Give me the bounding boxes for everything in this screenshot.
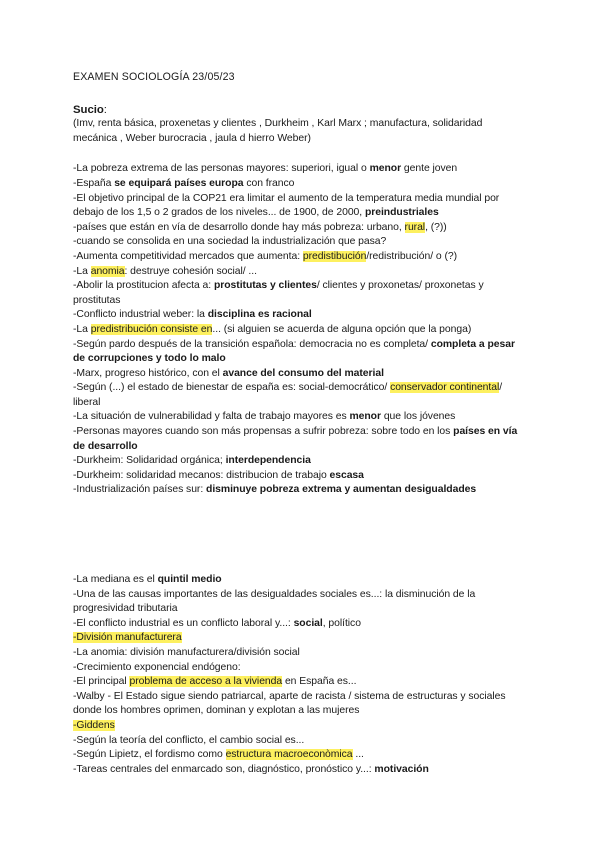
document-title: EXAMEN SOCIOLOGÍA 23/05/23: [73, 71, 235, 83]
bold-answer: completa a pesar de corrupciones y todo lo malo: [73, 338, 515, 365]
highlighted-text: estructura macroeconòmica: [225, 749, 353, 761]
document-body: [73, 70, 528, 777]
question-line: [73, 483, 528, 498]
question-line: [73, 675, 528, 690]
line-text: -El objetivo principal de la COP21 era limitar el aumento de la temperatura media mundial por debajo de los 1,5 o 2 grados de los niveles... de 1900, de 2000,: [73, 192, 500, 219]
line-text: -Según pardo después de la transición española: democracia no es completa/: [73, 338, 431, 350]
bold-answer: menor: [349, 411, 381, 423]
question-line: [73, 192, 528, 221]
question-line: [73, 425, 528, 454]
bold-answer: social: [293, 617, 323, 629]
sucio-label: Sucio: [73, 103, 104, 116]
line-text: -Aumenta competitividad mercados que aumenta:: [73, 250, 303, 262]
line-text: -países que están en vía de desarrollo donde hay más pobreza: urbano,: [73, 221, 405, 233]
bold-answer: prostitutas y clientes: [213, 280, 317, 292]
bold-answer: preindustriales: [364, 207, 439, 219]
line-text: -La pobreza extrema de las personas mayores: superiori, igual o: [73, 163, 370, 175]
question-line: [73, 323, 528, 338]
line-text: , (?)): [425, 221, 447, 233]
line-text: con franco: [243, 177, 295, 189]
question-line: [73, 235, 528, 250]
question-line: [73, 617, 528, 632]
question-line: [73, 646, 528, 661]
line-text: -La situación de vulnerabilidad y falta de trabajo mayores es: [73, 411, 350, 423]
line-text: -Walby - El Estado sigue siendo patriarcal, aparte de racista / sistema de estructuras y sociales donde los hombres oprimen, dominan y explotan a las mujeres: [73, 690, 506, 717]
line-text: en España es...: [282, 676, 357, 688]
sucio-text: (Imv, renta básica, proxenetas y clientes , Durkheim , Karl Marx ; manufactura, solidaridad mecánica , Weber burocracia , jaula d hierro Weber): [73, 118, 483, 144]
line-text: -Industrialización países sur:: [73, 484, 207, 496]
question-line: [73, 573, 528, 588]
highlighted-text: conservador continental: [390, 382, 500, 394]
question-line: [73, 177, 528, 192]
bold-answer: interdependencia: [225, 455, 311, 467]
line-text: -Conflicto industrial weber: la: [73, 309, 208, 321]
question-line: [73, 338, 528, 367]
question-line: [73, 469, 528, 484]
section-spacer: [73, 498, 528, 573]
bold-answer: quintil medio: [157, 574, 222, 586]
highlighted-text: anomia: [90, 265, 125, 277]
question-line: [73, 719, 528, 734]
line-text: : destruye cohesión social/ ...: [124, 265, 257, 277]
line-text: -El conflicto industrial es un conflicto laboral y...:: [73, 617, 294, 629]
bold-answer: escasa: [329, 469, 364, 481]
line-text: -Una de las causas importantes de las desigualdades sociales es...: la disminución de la progresividad tributaria: [73, 588, 476, 615]
bold-answer: motivación: [374, 763, 429, 775]
question-line: [73, 661, 528, 676]
highlighted-text: rural: [404, 221, 426, 233]
sucio-heading: [73, 103, 528, 118]
highlighted-text: predistibución: [302, 250, 367, 262]
line-text: / clientes y proxonetas/ proxonetas y prostitutas: [73, 280, 484, 306]
highlighted-text: predistribución consiste en: [90, 323, 213, 335]
line-text: -La anomia: división manufacturera/división social: [73, 647, 300, 658]
question-line: [73, 381, 528, 410]
bold-answer: avance del consumo del material: [222, 367, 384, 379]
bold-answer: países en vía de desarrollo: [73, 426, 518, 452]
line-text: -La mediana es el: [73, 574, 158, 586]
question-line: [73, 748, 528, 763]
line-text: -Según la teoría del conflicto, el cambio social es...: [73, 734, 305, 746]
highlighted-text: -División manufacturera: [73, 632, 182, 644]
question-line: [73, 221, 528, 236]
line-text: -La: [73, 323, 91, 335]
highlighted-text: -Giddens: [73, 719, 115, 731]
line-text: -Abolir la prostitucion afecta a:: [73, 280, 214, 292]
bold-answer: disciplina es racional: [207, 309, 312, 321]
line-text: ...: [352, 749, 364, 761]
question-line: [73, 588, 528, 617]
line-text: -El principal: [73, 676, 130, 688]
line-text: /redistribución/ o (?): [366, 250, 458, 262]
bold-answer: disminuye pobreza extrema y aumentan desigualdades: [206, 484, 477, 496]
line-text: ... (si alguien se acuerda de alguna opción que la ponga): [212, 323, 472, 335]
question-line: [73, 279, 528, 308]
sucio-colon: :: [103, 103, 107, 116]
bold-answer: se equipará países europa: [114, 177, 244, 189]
line-text: -cuando se consolida en una sociedad la industrialización que pasa?: [73, 236, 387, 248]
line-text: -La: [73, 265, 91, 277]
question-line: [73, 734, 528, 749]
line-text: -Según (...) el estado de bienestar de españa es: social-democrático/: [73, 382, 391, 394]
line-text: -Marx, progreso histórico, con el: [73, 367, 223, 379]
line-text: -Durkheim: Solidaridad orgánica;: [73, 455, 226, 467]
question-line: [73, 250, 528, 265]
line-text: -España: [73, 177, 115, 189]
line-text: -Tareas centrales del enmarcado son, diagnóstico, pronóstico y...:: [73, 763, 375, 775]
question-line: [73, 162, 528, 177]
question-line: [73, 454, 528, 469]
questions-section-2: [73, 573, 528, 777]
question-line: [73, 763, 528, 778]
line-text: -Durkheim: solidaridad mecanos: distribucion de trabajo: [73, 469, 330, 481]
question-line: [73, 308, 528, 323]
question-line: [73, 410, 528, 425]
line-text: -Según Lipietz, el fordismo como: [73, 749, 226, 761]
line-text: , político: [322, 617, 361, 629]
question-line: [73, 631, 528, 646]
question-line: [73, 690, 528, 719]
line-text: gente joven: [401, 163, 458, 175]
line-text: -Personas mayores cuando son más propensas a sufrir pobreza: sobre todo en los: [73, 426, 454, 438]
questions-section-1: [73, 162, 528, 498]
line-text: -Crecimiento exponencial endógeno:: [73, 661, 241, 673]
bold-answer: menor: [369, 163, 402, 175]
highlighted-text: problema de acceso a la vivienda: [129, 676, 283, 688]
question-line: [73, 265, 528, 280]
line-text: que los jóvenes: [380, 411, 456, 423]
line-text: / liberal: [73, 382, 503, 408]
question-line: [73, 367, 528, 382]
